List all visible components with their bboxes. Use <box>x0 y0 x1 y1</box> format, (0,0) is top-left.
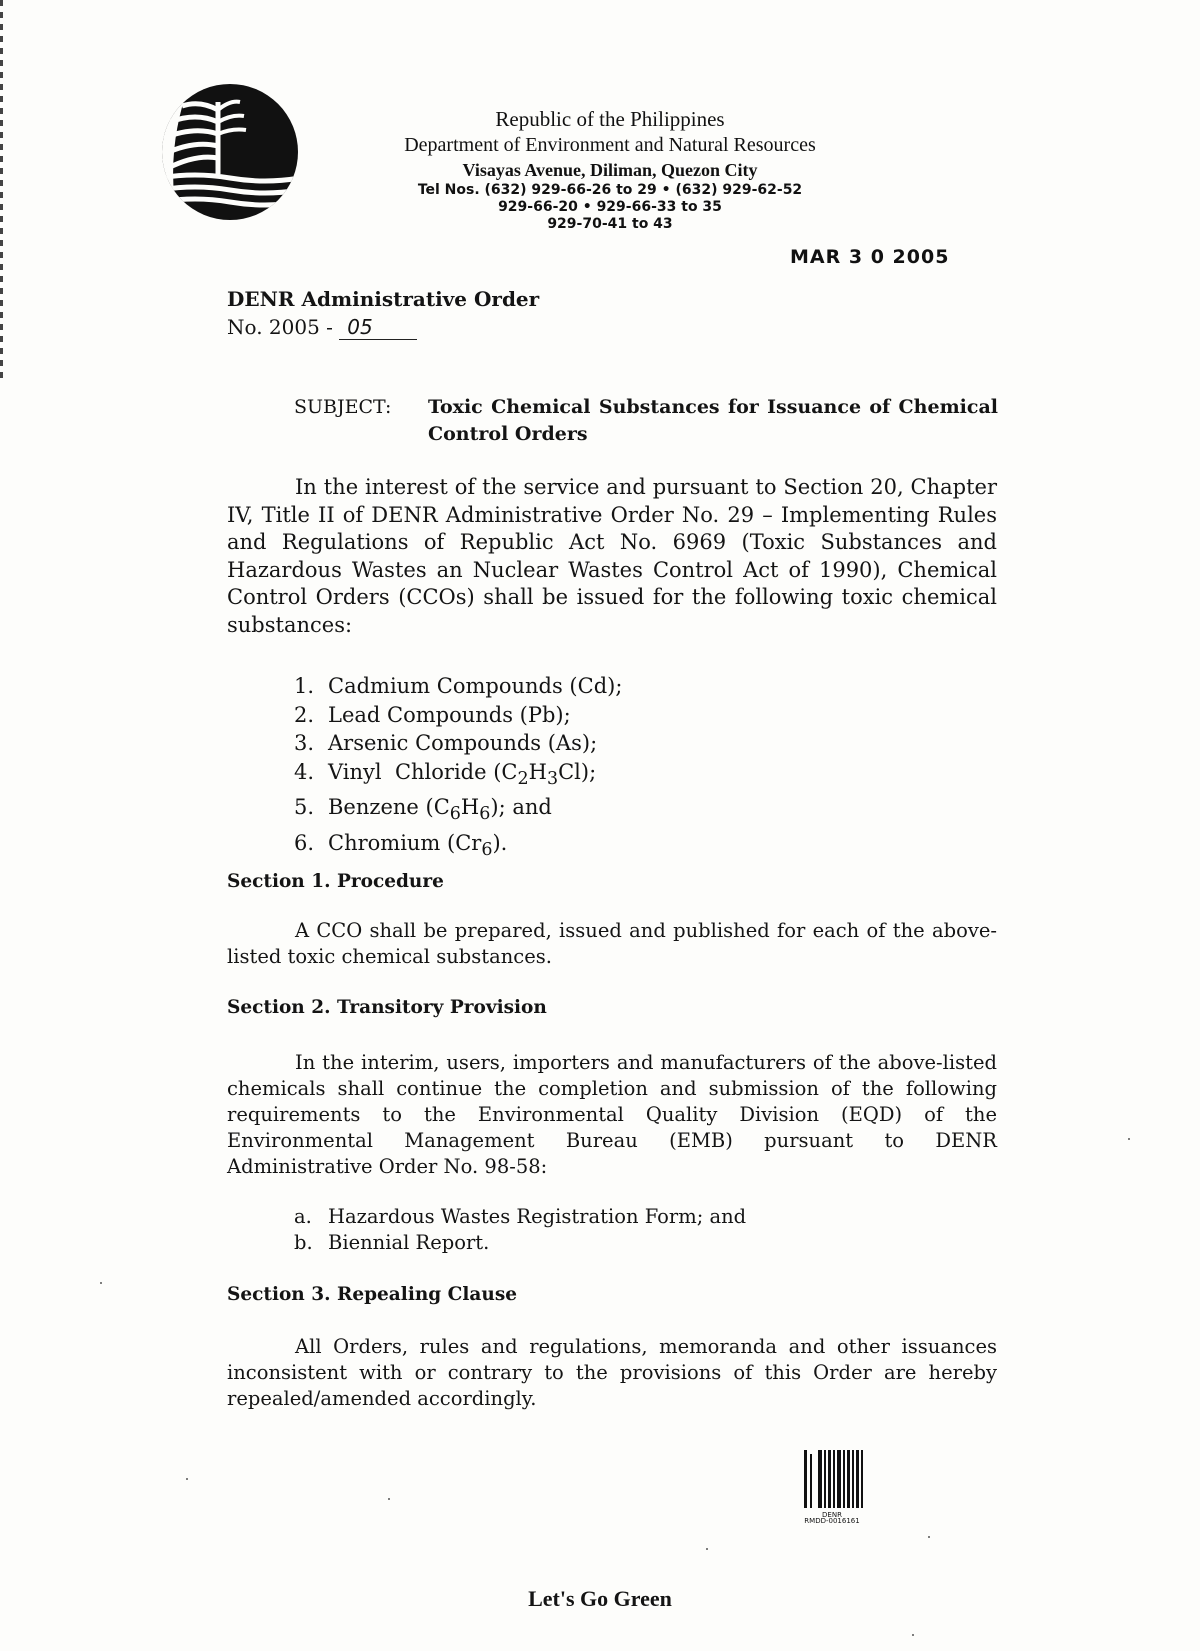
intro-paragraph: In the interest of the service and pursuant to Section 20, Chapter IV, Title II of DENR Administrative Order No. 29 – Implementing Rules and Regulations of Republic Act No. 6969 (Toxic Substances and Hazardous Wastes an Nuclear Wastes Control Act of 1990), Chemical Control Orders (CCOs) shall be issued for the following toxic chemical substances: <box>227 475 997 637</box>
list-item: 2. Lead Compounds (Pb); <box>294 702 571 727</box>
letterhead-country: Republic of the Philippines <box>495 107 725 131</box>
order-number <box>227 315 417 340</box>
scan-edge-artifact <box>0 0 3 380</box>
footer-slogan: Let's Go Green <box>528 1586 672 1611</box>
substance-list <box>294 672 622 865</box>
scan-speck <box>928 1536 930 1538</box>
letterhead-address: Visayas Avenue, Diliman, Quezon City <box>462 160 758 180</box>
list-item: a. Hazardous Wastes Registration Form; and <box>294 1205 747 1228</box>
barcode-code: RMDD-0016161 <box>804 1517 860 1525</box>
list-item: 6. Chromium $(Cr_6)$. <box>294 830 508 861</box>
letterhead-tel-line-1: Tel Nos. (632) 929-66-26 to 29 • (632) 929-62-52 <box>417 182 803 198</box>
letterhead-tel-line-2: 929-66-20 • 929-66-33 to 35 <box>498 199 722 215</box>
date-stamp: MAR 3 0 2005 <box>790 246 950 268</box>
scan-speck <box>388 1498 390 1500</box>
scan-speck <box>186 1478 188 1480</box>
list-item: 3. Arsenic Compounds (As); <box>294 731 598 755</box>
order-number-prefix: No. 2005 - <box>227 315 333 339</box>
letterhead-department: Department of Environment and Natural Resources <box>404 134 816 156</box>
section-2-body: In the interim, users, importers and manufacturers of the above-listed chemicals shall continue the completion and submission of the following requirements to the Environmental Quality Division (EQD) of the Environmental Management Bureau (EMB) pursuant to DENR Administrative Order No. 98-58: <box>227 1051 997 1178</box>
letterhead-tel-line-3: 929-70-41 to 43 <box>547 216 673 232</box>
scan-speck <box>100 1282 102 1284</box>
scan-speck <box>912 1634 914 1636</box>
barcode <box>796 1448 868 1524</box>
denr-tree-sun-logo-icon <box>160 82 300 222</box>
section-3-heading: Section 3. Repealing Clause <box>227 1284 518 1305</box>
letterhead <box>340 106 880 233</box>
list-item: 5. Benzene $(C_6H_6)$; and <box>294 795 552 825</box>
order-number-handwritten: 05 <box>339 315 417 340</box>
barcode-bars-icon <box>796 1448 868 1510</box>
order-title: DENR Administrative Order <box>227 287 540 311</box>
subject-label: SUBJECT: <box>294 396 392 418</box>
scan-speck <box>706 1548 708 1550</box>
section-3-body: All Orders, rules and regulations, memoranda and other issuances inconsistent with or contrary to the provisions of this Order are hereby repealed/amended accordingly. <box>227 1335 997 1410</box>
list-item: 1. Cadmium Compounds (Cd); <box>294 674 623 698</box>
scan-speck <box>1128 1138 1130 1140</box>
section-1-heading: Section 1. Procedure <box>227 871 444 892</box>
list-item: 4. Vinyl Chloride $(C_2H_3Cl)$; <box>294 759 597 789</box>
list-item: b. Biennial Report. <box>294 1231 490 1254</box>
section-2-heading: Section 2. Transitory Provision <box>227 997 547 1018</box>
subject-text: Toxic Chemical Substances for Issuance of Chemical Control Orders <box>428 396 998 445</box>
requirements-list <box>294 1204 746 1256</box>
barcode-label: DENR <box>822 1511 842 1519</box>
section-1-body: A CCO shall be prepared, issued and published for each of the above-listed toxic chemical substances. <box>227 919 997 968</box>
